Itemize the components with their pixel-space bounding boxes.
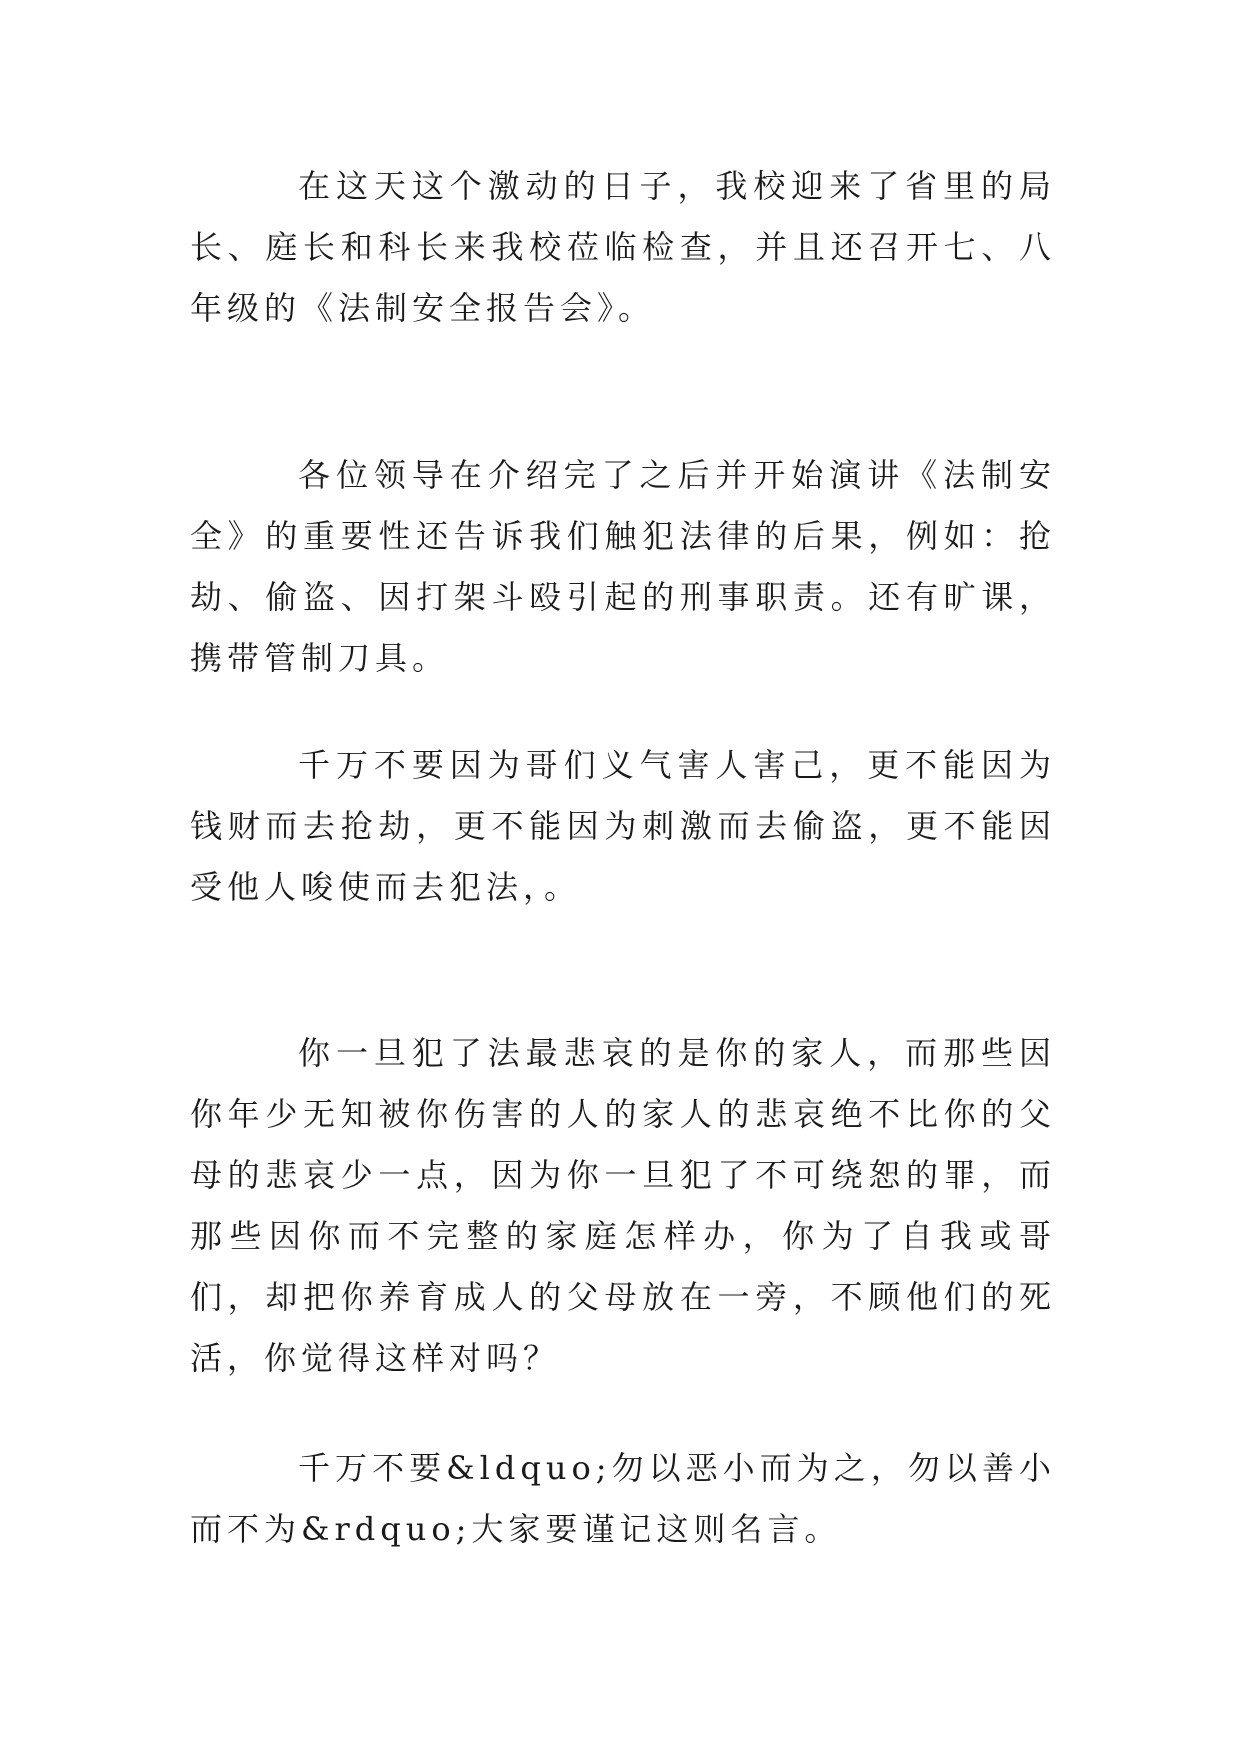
paragraph-3: 千万不要因为哥们义气害人害己，更不能因为钱财而去抢劫，更不能因为刺激而去偷盗，更不能因受他人唆使而去犯法，。 <box>190 746 1056 906</box>
paragraph-1: 在这天这个激动的日子，我校迎来了省里的局长、庭长和科长来我校莅临检查，并且还召开七、八年级的《法制安全报告会》。 <box>190 167 1056 327</box>
paragraph-4: 你一旦犯了法最悲哀的是你的家人，而那些因你年少无知被你伤害的人的家人的悲哀绝不比你的父母的悲哀少一点，因为你一旦犯了不可绕恕的罪，而那些因你而不完整的家庭怎样办，你为了自我或哥们，却把你养育成人的父母放在一旁，不顾他们的死活，你觉得这样对吗？ <box>190 1034 1056 1377</box>
paragraph-2: 各位领导在介绍完了之后并开始演讲《法制安全》的重要性还告诉我们触犯法律的后果，例如：抢劫、偷盗、因打架斗殴引起的刑事职责。还有旷课，携带管制刀具。 <box>190 456 1056 677</box>
paragraph-5: 千万不要&ldquo;勿以恶小而为之，勿以善小而不为&rdquo;大家要谨记这则名言。 <box>190 1449 1056 1548</box>
